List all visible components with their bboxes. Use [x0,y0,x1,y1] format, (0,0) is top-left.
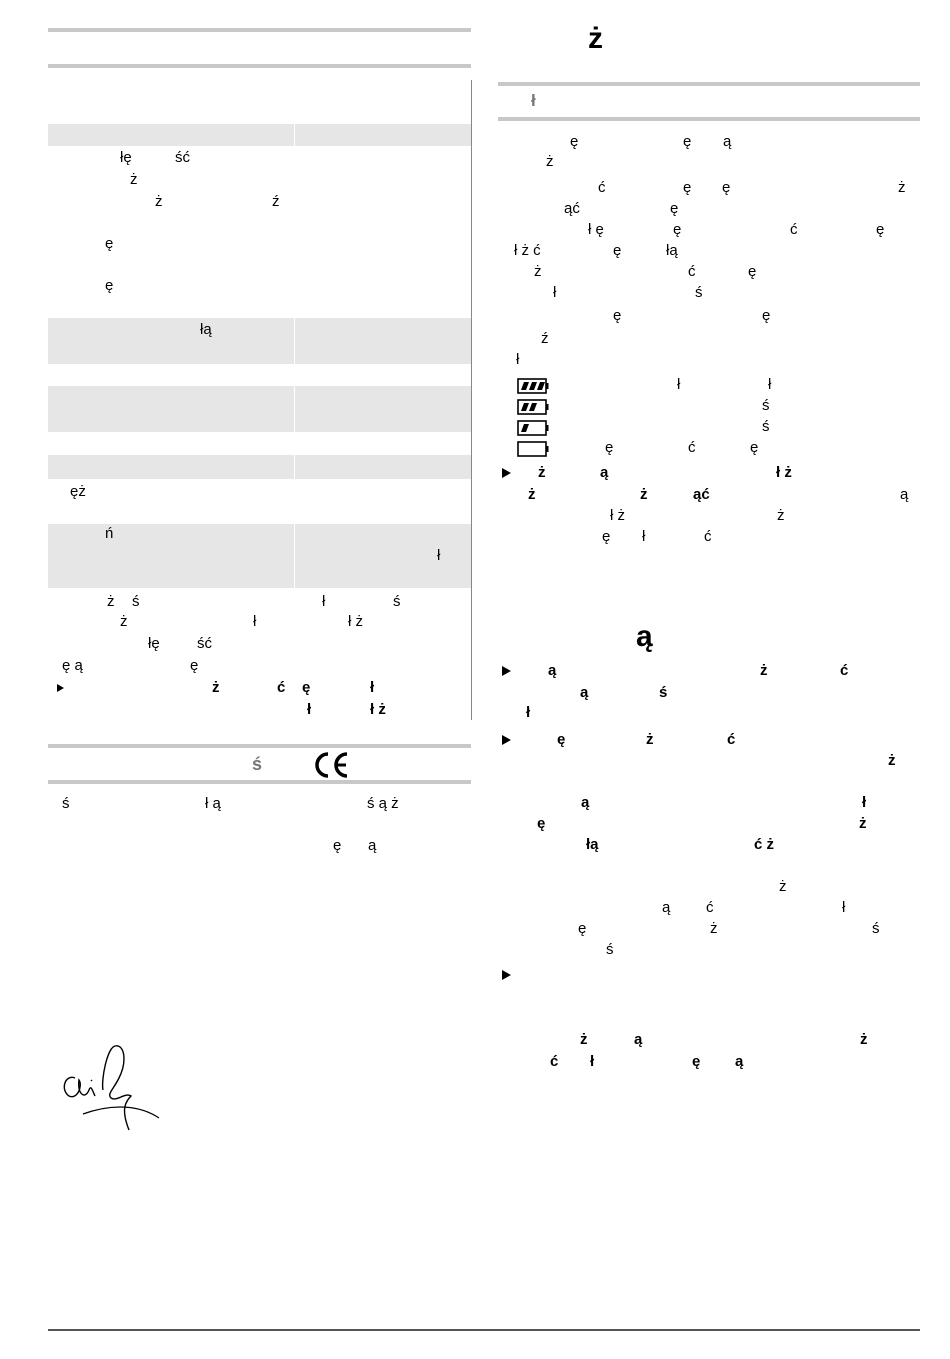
body-text: ę [673,221,682,238]
signature [55,1040,165,1135]
body-text: ć [790,221,798,238]
body-text: ę [613,242,622,259]
bullet-arrow-icon [502,666,511,676]
decl-heading: ś [252,754,263,774]
bullet-text-bold: ć [727,731,736,748]
battery-row-text: ę [605,439,614,456]
note-text-bold: ż [640,486,648,503]
note-text: ę [602,528,611,545]
ce-mark-icon [312,751,350,779]
body-text: ł ż ć [514,242,541,259]
decl-rule-top [48,744,471,748]
subheading: ą [636,620,653,653]
warning-text-fragment: ł [370,679,375,696]
bullet-text-bold: ł [526,704,531,721]
table-cell-text: ę [105,235,114,252]
note-text: ż [107,593,115,610]
battery-row-text: ś [762,397,770,414]
note-text-bold: ż [538,464,546,481]
battery-row-text: ę [750,439,759,456]
body-text: ć [598,179,606,196]
warning-text-fragment: ł ż [370,701,386,718]
bullet-text-bold: ą [580,684,589,701]
battery-row-text: ł [677,376,681,393]
body-text: ę [683,179,692,196]
note-text: ż [777,507,785,524]
body-text: ę [613,307,622,324]
table-cell-text: ść [175,149,190,166]
decl-text: ś ą ż [367,795,399,812]
warning-text-fragment: ż [212,679,220,696]
battery-level-icon [517,441,549,457]
bullet-text-bold: ą [548,662,557,679]
bullet-text-bold: ę [537,815,546,832]
footer-rule [48,1329,920,1331]
section-rule-bottom [498,117,920,121]
column-divider [471,80,472,720]
page-title: ż [588,22,603,55]
closing-text-bold: ą [634,1031,643,1048]
note-text-bold: ą [600,464,609,481]
body-text: ś [695,284,703,301]
note-text: ż [120,613,128,630]
header-rule-left [48,64,471,68]
note-text: ł ż [348,613,363,630]
table-column-divider [294,124,295,588]
bullet-text-bold: ł [862,794,867,811]
table-cell-text: łą [200,321,212,338]
battery-level-icon [517,420,549,436]
decl-text: ł ą [205,795,221,812]
body-text: ż [898,179,906,196]
battery-level-icon [517,399,549,415]
bullet-text: ż [779,878,787,895]
body-text: ę [670,200,679,217]
body-text: ż [534,263,542,280]
bullet-text-bold: ż [646,731,654,748]
bullet-text-bold: ż [859,815,867,832]
note-text: ł ż [610,507,625,524]
bullet-text-bold: ż [760,662,768,679]
section-rule-top [498,82,920,86]
body-text: łą [666,242,678,259]
body-text: ą [723,133,732,150]
table-cell-text: ż [130,171,138,188]
table-row-shaded [48,386,471,432]
note-text: ł [322,593,326,610]
body-text: ł [516,351,520,368]
battery-row-text: ś [762,418,770,435]
bullet-arrow-icon [502,735,511,745]
warning-text-fragment: ł [307,701,312,718]
note-text-bold: ż [528,486,536,503]
bullet-text: ę [578,920,587,937]
warning-text-fragment: ć [277,679,286,696]
table-cell-text: ż [155,193,163,210]
note-text: ł [642,528,646,545]
body-text: ź [541,330,549,347]
decl-rule-bottom [48,780,471,784]
table-cell-text: ęż [70,483,86,500]
body-text: ę [722,179,731,196]
note-text: ś [132,593,140,610]
note-text-bold: ąć [693,486,710,503]
table-cell-text: łę [120,149,132,166]
body-text: ąć [564,200,580,217]
bullet-text: ś [872,920,880,937]
body-text: ę [748,263,757,280]
bullet-text: ż [710,920,718,937]
table-cell-text: ń [105,525,114,542]
decl-text: ą [368,837,377,854]
battery-level-icon [517,378,549,394]
bullet-text-bold: ż [888,752,896,769]
note-text-bold: ł ż [776,464,792,481]
body-text: ę [570,133,579,150]
decl-text: ś [62,795,70,812]
table-cell-text: ł [437,547,441,564]
bullet-text-bold: ś [659,684,668,701]
table-row-shaded [48,318,471,364]
bullet-text-bold: łą [586,836,599,853]
table-row-shaded [48,455,471,479]
bullet-text: ć [706,899,714,916]
body-text: ę [876,221,885,238]
table-cell-text: ę [105,277,114,294]
bullet-text-bold: ą [581,794,590,811]
closing-text-bold: ż [860,1031,868,1048]
body-text: ż [546,153,554,170]
closing-text-bold: ć [550,1053,559,1070]
bullet-text-bold: ć [840,662,849,679]
table-cell-text: ź [272,193,280,210]
bullet-arrow-icon [502,970,511,980]
bullet-text-bold: ć ż [754,836,775,853]
warning-arrow-icon [57,684,64,692]
body-text: ć [688,263,696,280]
closing-text-bold: ł [590,1053,595,1070]
body-text: ł [553,284,557,301]
body-text: ę [683,133,692,150]
decl-text: ę [333,837,342,854]
top-rule-left [48,28,471,32]
note-text: ł [253,613,257,630]
bullet-text: ś [606,941,614,958]
body-text: ę [762,307,771,324]
note-text: ę [190,657,199,674]
closing-text-bold: ż [580,1031,588,1048]
warning-text-fragment: ę [302,679,311,696]
bullet-text: ą [662,899,671,916]
battery-row-text: ł [768,376,772,393]
body-text: ł ę [588,221,604,238]
warning-arrow-icon [502,468,511,478]
note-text: ą [900,486,909,503]
note-text: łę [148,635,160,652]
table-header-row [48,124,471,146]
bullet-text-bold: ę [557,731,566,748]
closing-text-bold: ą [735,1053,744,1070]
bullet-text: ł [842,899,846,916]
note-text: ść [197,635,212,652]
closing-text-bold: ę [692,1053,701,1070]
note-text: ć [704,528,712,545]
section-heading: ł [531,91,536,110]
note-text: ę ą [62,657,83,674]
battery-row-text: ć [688,439,696,456]
note-text: ś [393,593,401,610]
